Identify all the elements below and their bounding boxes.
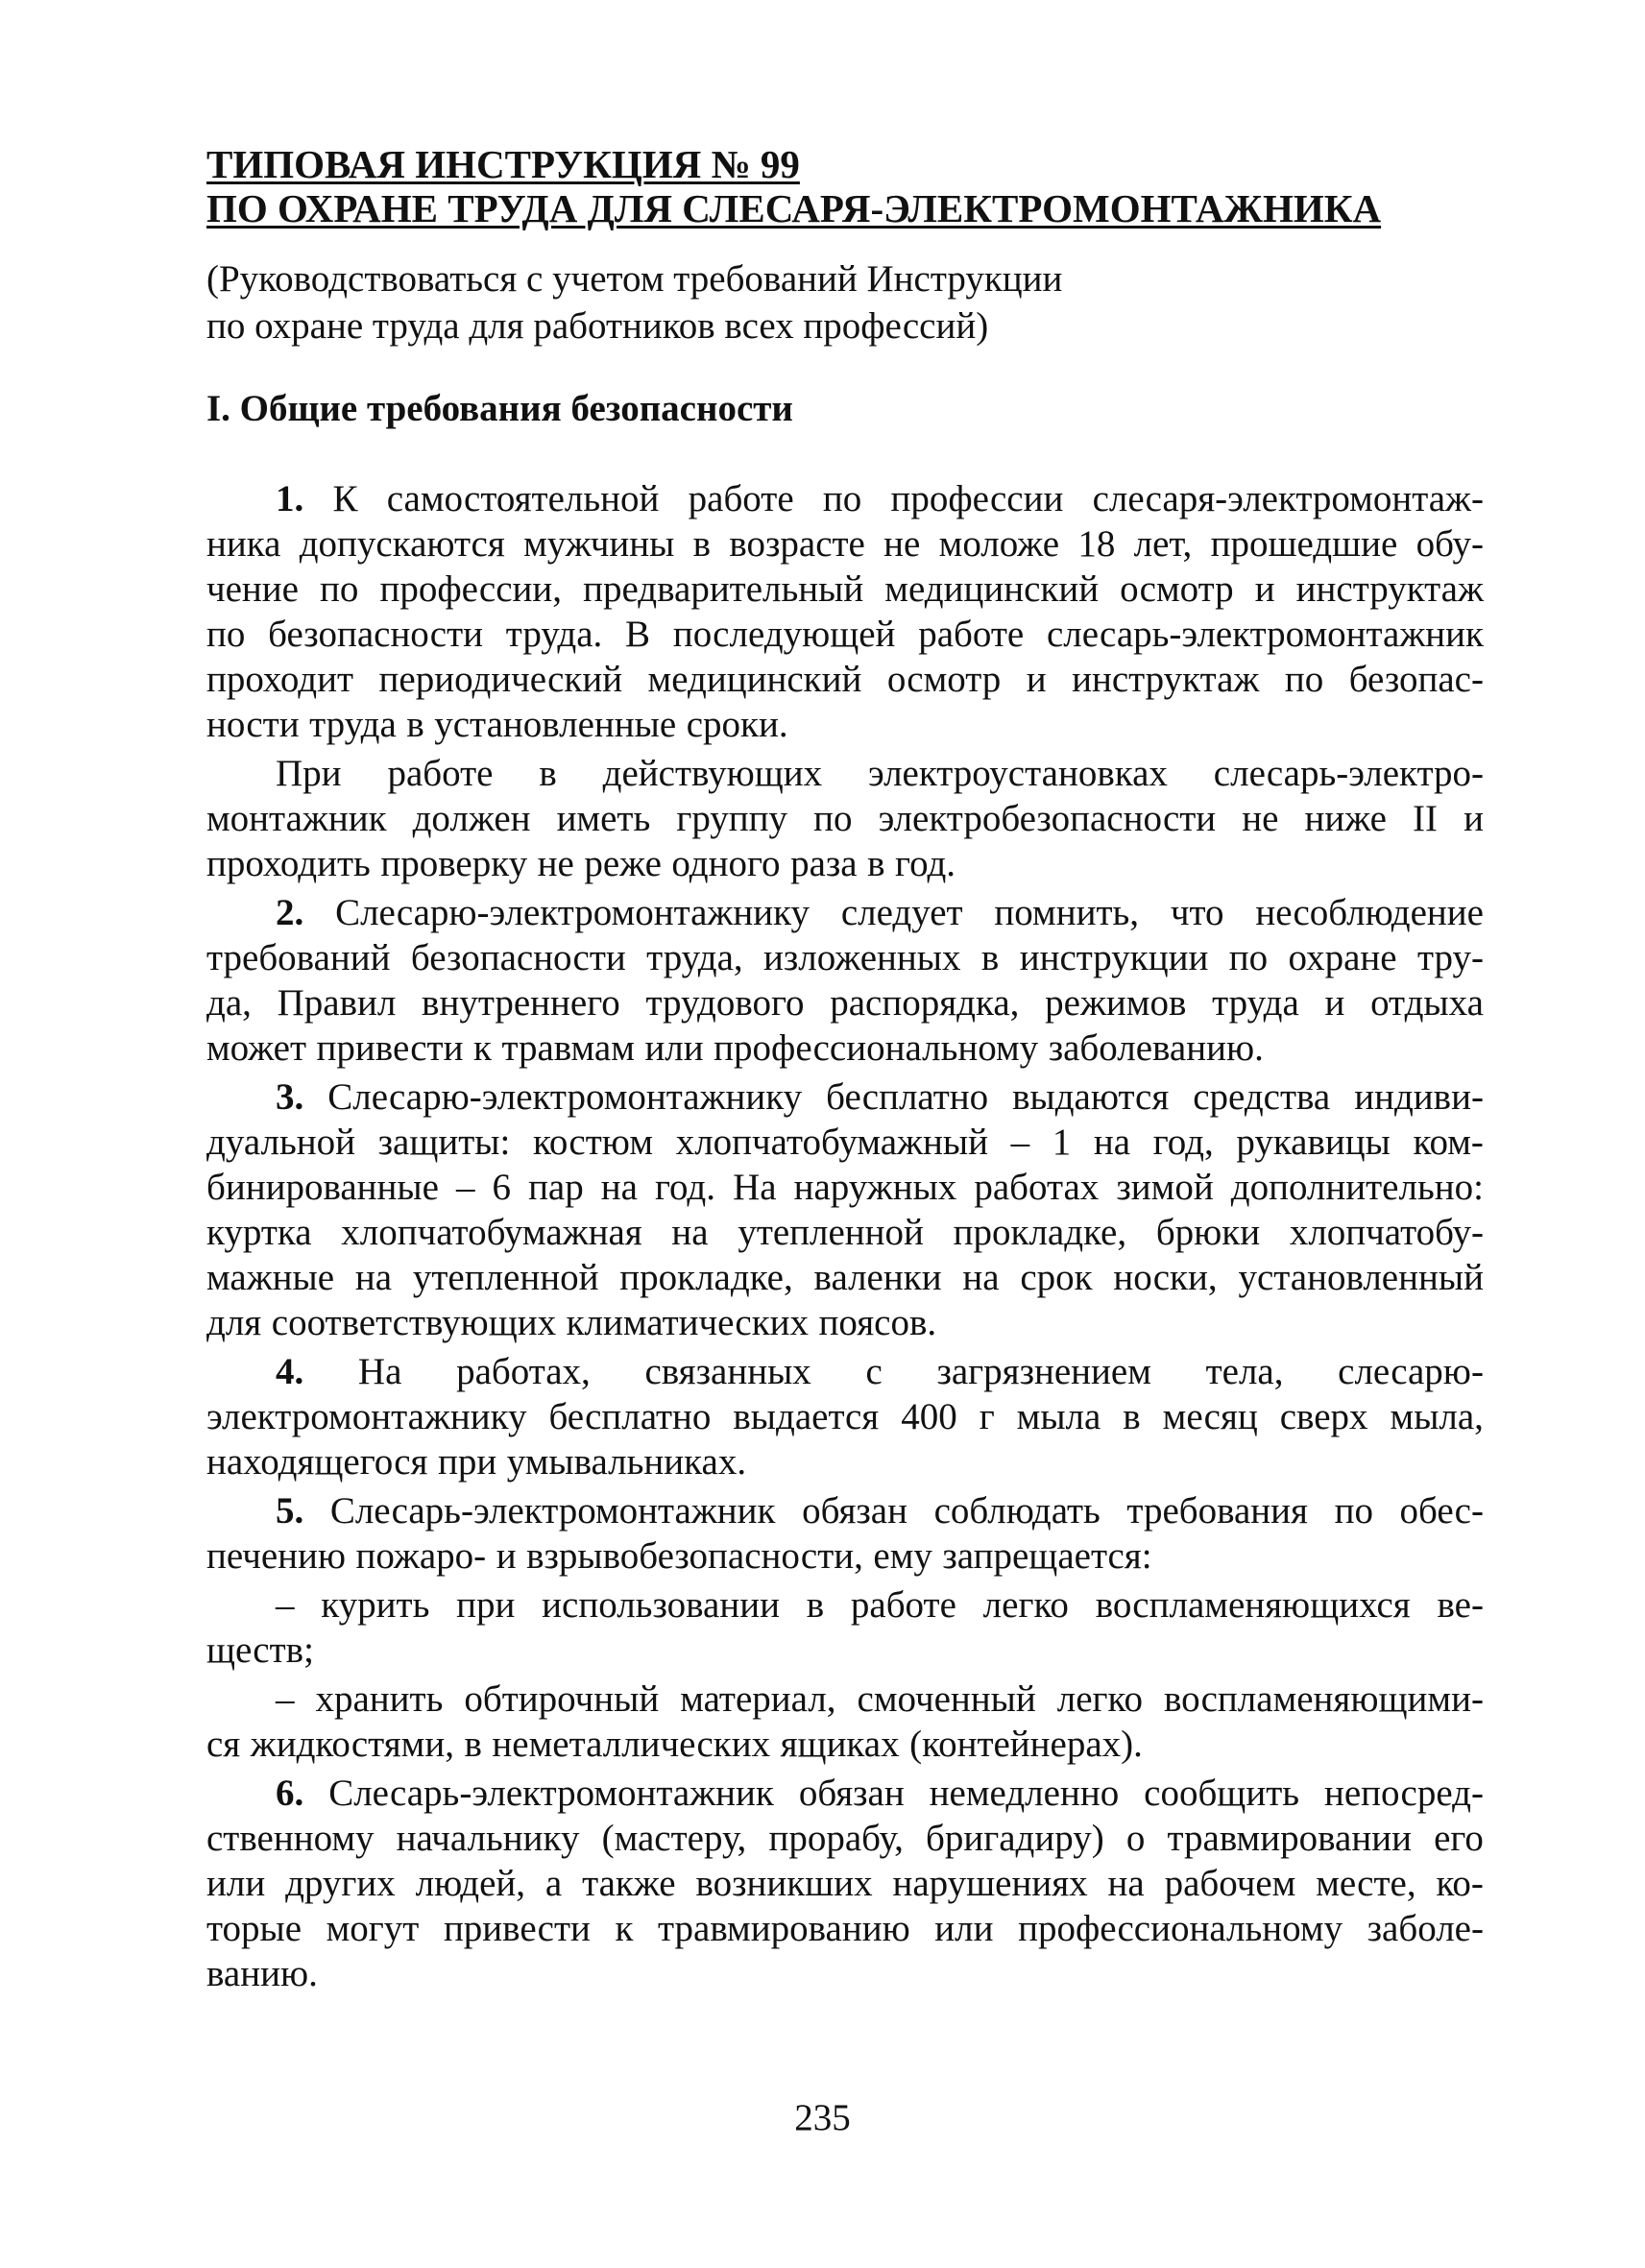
paragraph (206, 1771, 1484, 1996)
guidance-note-line-1: (Руководствоваться с учетом требований Инструкции (206, 258, 1063, 300)
paragraph-line: требований безопасности труда, изложенных в инструкции по охране тру- (206, 937, 1484, 978)
guidance-note-line-2: по охране труда для работников всех профессий) (206, 305, 989, 347)
section-heading: I. Общие требования безопасности (206, 388, 793, 429)
paragraph (206, 1582, 1484, 1673)
paragraph-line: чение по профессии, предварительный медицинский осмотр и инструктаж (206, 568, 1484, 610)
paragraph-line: может привести к травмам или профессиональному заболеванию. (206, 1027, 1264, 1069)
paragraph-number: 4. (276, 1351, 304, 1392)
paragraph-number: 5. (276, 1490, 304, 1532)
paragraph-number: 2. (276, 892, 304, 933)
paragraph-line: монтажник должен иметь группу по электробезопасности не ниже II и (206, 798, 1484, 839)
paragraph-line: для соответствующих климатических поясов. (206, 1302, 937, 1343)
paragraph-line: проходить проверку не реже одного раза в год. (206, 843, 956, 884)
document-title-line-2: ПО ОХРАНЕ ТРУДА ДЛЯ СЛЕСАРЯ-ЭЛЕКТРОМОНТАЖНИКА (206, 186, 1382, 230)
paragraph-line: да, Правил внутреннего трудового распорядка, режимов труда и отдыха (206, 982, 1484, 1024)
paragraph (206, 751, 1484, 886)
paragraph-line: 5. Слесарь-электромонтажник обязан соблюдать требования по обес- (276, 1490, 1484, 1532)
paragraph-line: ванию. (206, 1953, 318, 1994)
paragraph (206, 1488, 1484, 1579)
paragraph-number: 1. (276, 478, 304, 519)
paragraph-line: – хранить обтирочный материал, смоченный легко воспламеняющими- (276, 1678, 1484, 1720)
paragraph (206, 1677, 1484, 1767)
paragraph-line: торые могут привести к травмированию или профессиональному заболе- (206, 1908, 1484, 1949)
paragraph-line: 2. Слесарю-электромонтажнику следует помнить, что несоблюдение (276, 892, 1484, 933)
paragraph-line: электромонтажнику бесплатно выдается 400 г мыла в месяц сверх мыла, (206, 1396, 1484, 1437)
paragraph-number: 3. (276, 1076, 304, 1118)
paragraph-line: мажные на утепленной прокладке, валенки на срок носки, установленный (206, 1257, 1484, 1298)
paragraph-line: При работе в действующих электроустановках слесарь-электро- (276, 753, 1484, 794)
paragraph-line: 4. На работах, связанных с загрязнением тела, слесарю- (276, 1351, 1484, 1392)
paragraph-line: куртка хлопчатобумажная на утепленной прокладке, брюки хлопчатобу- (206, 1212, 1484, 1253)
paragraph-line: проходит периодический медицинский осмотр и инструктаж по безопас- (206, 659, 1484, 700)
paragraph (206, 1349, 1484, 1484)
guidance-note (206, 255, 1484, 350)
document-body (206, 476, 1484, 1996)
paragraph-line: дуальной защиты: костюм хлопчатобумажный – 1 на год, рукавицы ком- (206, 1122, 1484, 1163)
paragraph-line: ся жидкостями, в неметаллических ящиках (контейнерах). (206, 1724, 1143, 1765)
paragraph (206, 476, 1484, 747)
paragraph-line: по безопасности труда. В последующей работе слесарь-электромонтажник (206, 614, 1484, 655)
paragraph-line: 6. Слесарь-электромонтажник обязан немедленно сообщить непосред- (276, 1773, 1484, 1814)
paragraph-line: ника допускаются мужчины в возрасте не моложе 18 лет, прошедшие обу- (206, 523, 1484, 565)
paragraph-line: ности труда в установленные сроки. (206, 704, 788, 745)
paragraph-line: бинированные – 6 пар на год. На наружных работах зимой дополнительно: (206, 1167, 1484, 1208)
document-page (206, 142, 1484, 2000)
paragraph-line: ственному начальнику (мастеру, прорабу, бригадиру) о травмировании его (206, 1818, 1484, 1859)
page-number: 235 (794, 2097, 851, 2138)
paragraph-number: 6. (276, 1773, 304, 1814)
paragraph-line: находящегося при умывальниках. (206, 1441, 747, 1483)
paragraph-line: 1. К самостоятельной работе по профессии слесаря-электромонтаж- (276, 478, 1484, 519)
paragraph-line: или других людей, а также возникших нарушениях на рабочем месте, ко- (206, 1863, 1484, 1904)
paragraph (206, 1074, 1484, 1345)
paragraph-line: 3. Слесарю-электромонтажнику бесплатно выдаются средства индиви- (276, 1076, 1484, 1118)
paragraph (206, 890, 1484, 1071)
document-title-line-1: ТИПОВАЯ ИНСТРУКЦИЯ № 99 (206, 142, 800, 186)
paragraph-line: ществ; (206, 1629, 314, 1671)
paragraph-line: – курить при использовании в работе легко воспламеняющихся ве- (276, 1584, 1484, 1626)
paragraph-line: печению пожаро- и взрывобезопасности, ему запрещается: (206, 1535, 1152, 1577)
